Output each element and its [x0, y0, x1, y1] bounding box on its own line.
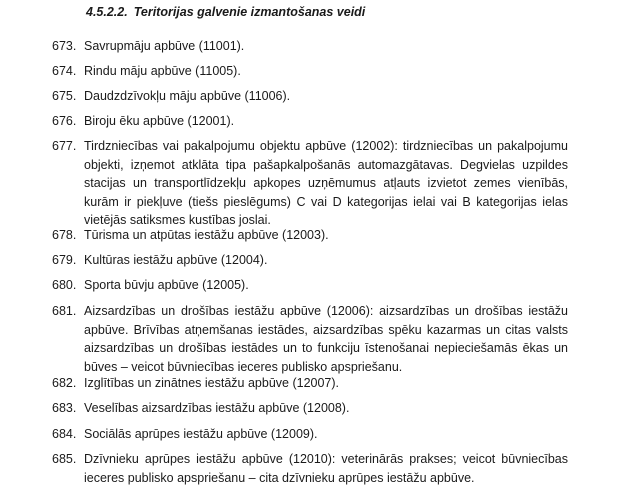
list-item: [52, 251, 568, 270]
list-item: [52, 37, 568, 56]
item-number: 680.: [52, 278, 77, 292]
section-title: Teritorijas galvenie izmantošanas veidi: [133, 5, 366, 19]
item-text: Rindu māju apbūve (11005).: [84, 64, 241, 78]
item-number: 683.: [52, 401, 77, 415]
item-number: 681.: [52, 304, 77, 318]
item-text: Tūrisma un atpūtas iestāžu apbūve (12003).: [84, 228, 329, 242]
list-item: [52, 226, 568, 245]
item-number: 676.: [52, 114, 77, 128]
item-number: 675.: [52, 89, 77, 103]
list-item: [52, 137, 568, 230]
item-text: Veselības aizsardzības iestāžu apbūve (12008).: [84, 401, 350, 415]
item-text: Kultūras iestāžu apbūve (12004).: [84, 253, 268, 267]
item-text: Dzīvnieku aprūpes iestāžu apbūve (12010): veterinārās prakses; veicot būvniecības ieceres publisko apspriešanu – cita dzīvnieku aprūpes iestāžu apbūve.: [84, 452, 568, 485]
item-text: Izglītības un zinātnes iestāžu apbūve (12007).: [84, 376, 340, 390]
section-heading: [86, 4, 365, 20]
item-number: 679.: [52, 253, 77, 267]
list-item: [52, 450, 568, 487]
list-item: [52, 276, 568, 295]
list-item: [52, 399, 568, 418]
item-number: 677.: [52, 139, 77, 153]
item-number: 678.: [52, 228, 77, 242]
item-number: 684.: [52, 427, 77, 441]
item-text: Tirdzniecības vai pakalpojumu objektu apbūve (12002): tirdzniecības un pakalpojumu objekti, izņemot atklāta tipa pašapkalpošanās automazgātavas. Degvielas uzpildes stacijas un transportlīdzekļu apkopes uzņēmumus atļauts izvietot zemes vienībās, kurām ir piekļuve (tiešs pieslēgums) C vai D kategorijas ielai vai B kategorijas ielas vietējās satiksmes kustības joslai.: [84, 139, 568, 227]
list-item: [52, 62, 568, 81]
item-number: 674.: [52, 64, 77, 78]
list-item: [52, 87, 568, 106]
item-text: Daudzdzīvokļu māju apbūve (11006).: [84, 89, 291, 103]
item-text: Savrupmāju apbūve (11001).: [84, 39, 245, 53]
list-item: [52, 374, 568, 393]
item-text: Sporta būvju apbūve (12005).: [84, 278, 249, 292]
item-text: Aizsardzības un drošības iestāžu apbūve (12006): aizsardzības un drošības iestāžu apbūve. Brīvības atņemšanas iestādes, aizsardzības spēku kazarmas un citas valsts aizsardzības un drošības iestādes un to funkciju īstenošanai nepieciešamās ēkas un būves – veicot būvniecības ieceres publisko apspriešanu.: [84, 304, 568, 374]
list-item: [52, 302, 568, 376]
list-item: [52, 425, 568, 444]
list-item: [52, 112, 568, 131]
item-text: Sociālās aprūpes iestāžu apbūve (12009).: [84, 427, 318, 441]
item-number: 673.: [52, 39, 77, 53]
item-text: Biroju ēku apbūve (12001).: [84, 114, 235, 128]
item-number: 682.: [52, 376, 77, 390]
section-number: 4.5.2.2.: [86, 5, 128, 19]
item-number: 685.: [52, 452, 77, 466]
